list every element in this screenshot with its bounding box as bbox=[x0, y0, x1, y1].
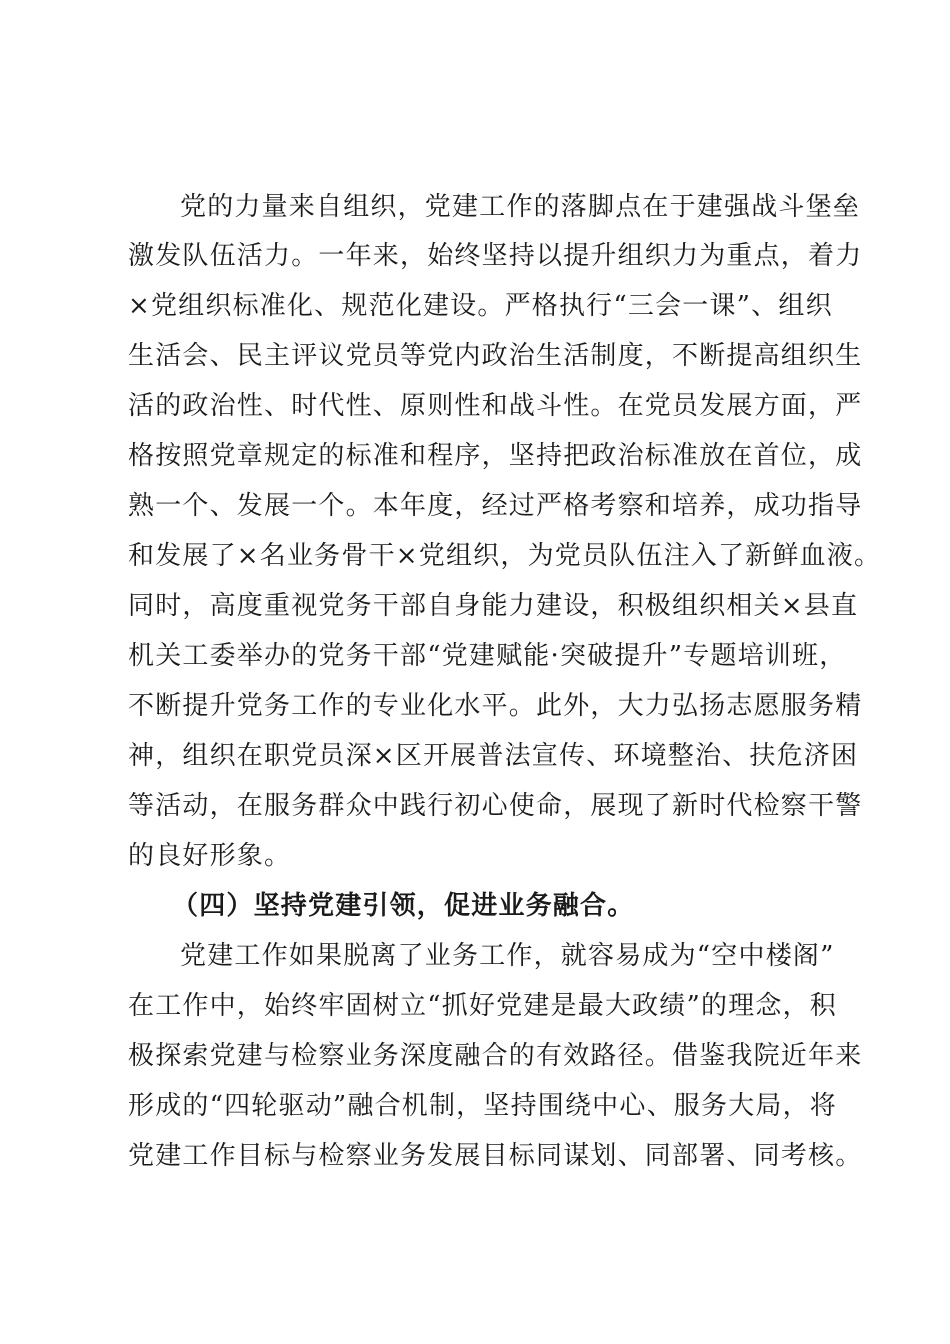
paragraph-2-line-5: 党建工作目标与检察业务发展目标同谋划、同部署、同考核。 bbox=[128, 1141, 863, 1171]
paragraph-1-line-5: 活的政治性、时代性、原则性和战斗性。在党员发展方面，严 bbox=[128, 391, 863, 421]
paragraph-2-line-1: 党建工作如果脱离了业务工作，就容易成为“空中楼阁” bbox=[180, 941, 835, 971]
paragraph-2-line-4: 形成的“四轮驱动”融合机制，坚持围绕中心、服务大局，将 bbox=[128, 1091, 837, 1121]
paragraph-1-line-13: 等活动，在服务群众中践行初心使命，展现了新时代检察干警 bbox=[128, 791, 863, 821]
paragraph-1-line-8: 和发展了×名业务骨干×党组织，为党员队伍注入了新鲜血液。 bbox=[128, 541, 882, 571]
paragraph-1-line-14: 的良好形象。 bbox=[128, 841, 292, 871]
paragraph-2-line-2: 在工作中，始终牢固树立“抓好党建是最大政绩”的理念，积 bbox=[128, 991, 837, 1021]
paragraph-1-line-9: 同时，高度重视党务干部自身能力建设，积极组织相关×县直 bbox=[128, 591, 859, 621]
section-heading: （四）坚持党建引领，促进业务融合。 bbox=[172, 891, 635, 921]
paragraph-2-line-3: 极探索党建与检察业务深度融合的有效路径。借鉴我院近年来 bbox=[128, 1041, 863, 1071]
paragraph-1-line-10: 机关工委举办的党务干部“党建赋能·突破提升”专题培训班， bbox=[128, 641, 847, 671]
paragraph-1-line-1: 党的力量来自组织，党建工作的落脚点在于建强战斗堡垒 bbox=[180, 192, 861, 222]
paragraph-1-line-6: 格按照党章规定的标准和程序，坚持把政治标准放在首位，成 bbox=[128, 441, 863, 471]
paragraph-1-line-3: ×党组织标准化、规范化建设。严格执行“三会一课”、组织 bbox=[128, 291, 833, 321]
paragraph-1-line-12: 神，组织在职党员深×区开展普法宣传、环境整治、扶危济困 bbox=[128, 741, 859, 771]
paragraph-1-line-7: 熟一个、发展一个。本年度，经过严格考察和培养，成功指导 bbox=[128, 491, 863, 521]
paragraph-1-line-11: 不断提升党务工作的专业化水平。此外，大力弘扬志愿服务精 bbox=[128, 691, 863, 721]
paragraph-1-line-2: 激发队伍活力。一年来，始终坚持以提升组织力为重点，着力 bbox=[128, 241, 863, 271]
paragraph-1-line-4: 生活会、民主评议党员等党内政治生活制度，不断提高组织生 bbox=[128, 341, 863, 371]
